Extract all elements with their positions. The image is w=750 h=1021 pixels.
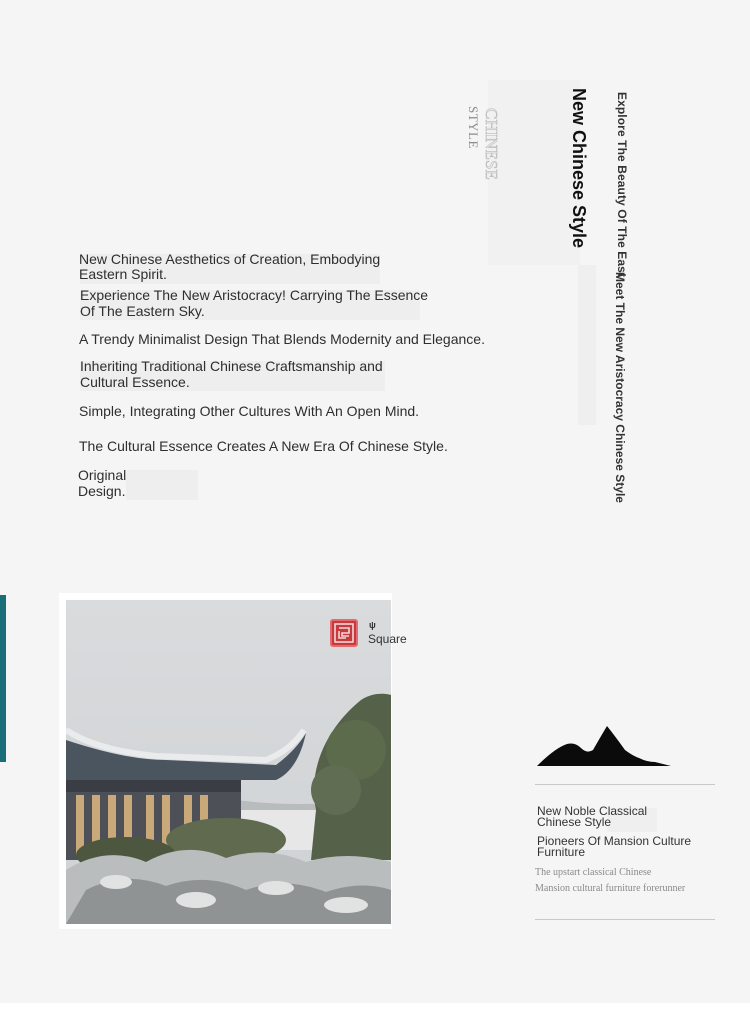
vertical-outline-label: CHINESE	[482, 108, 501, 180]
vertical-title: New Chinese Style	[569, 88, 589, 249]
vertical-style-label: STYLE	[466, 106, 481, 149]
feature-line-2b: Of The Eastern Sky.	[80, 303, 205, 319]
ghost-panel-strip	[578, 265, 596, 425]
right-title-1b: Chinese Style	[537, 815, 612, 829]
badge-glyph: ψ	[369, 620, 376, 630]
logo-icon	[330, 619, 358, 647]
bottom-strip	[0, 1003, 750, 1021]
right-title-1a: New Noble Classical	[537, 804, 648, 818]
feature-line-2a: Experience The New Aristocracy! Carrying The Essence	[80, 287, 429, 303]
right-title-2a: Pioneers Of Mansion Culture	[537, 834, 692, 848]
feature-line-1a: New Chinese Aesthetics of Creation, Embodying	[79, 251, 381, 267]
right-serif-1: The upstart classical Chinese	[535, 867, 652, 878]
vertical-subtitle-2: Meet The New Aristocracy Chinese Style	[613, 272, 627, 503]
accent-bar	[0, 595, 6, 762]
feature-line-5: Simple, Integrating Other Cultures With An Open Mind.	[79, 403, 420, 419]
divider-bottom	[535, 919, 715, 920]
right-serif-2: Mansion cultural furniture forerunner	[535, 883, 686, 894]
divider-top	[535, 784, 715, 785]
feature-line-7b: Design.	[78, 483, 126, 499]
mountain-icon	[535, 722, 675, 770]
text-highlight	[126, 470, 198, 500]
feature-line-3: A Trendy Minimalist Design That Blends Modernity and Elegance.	[79, 331, 485, 347]
feature-line-4b: Cultural Essence.	[80, 374, 190, 390]
right-title-2b: Furniture	[537, 845, 586, 859]
feature-line-6: The Cultural Essence Creates A New Era Of Chinese Style.	[79, 438, 448, 454]
feature-line-1b: Eastern Spirit.	[79, 266, 167, 282]
badge-label: Square	[368, 632, 407, 646]
vertical-subtitle-1: Explore The Beauty Of The East	[615, 92, 629, 278]
feature-line-7a: Original	[78, 467, 127, 483]
ghost-panel	[488, 80, 580, 265]
feature-line-4a: Inheriting Traditional Chinese Craftsmanship and	[80, 358, 383, 374]
